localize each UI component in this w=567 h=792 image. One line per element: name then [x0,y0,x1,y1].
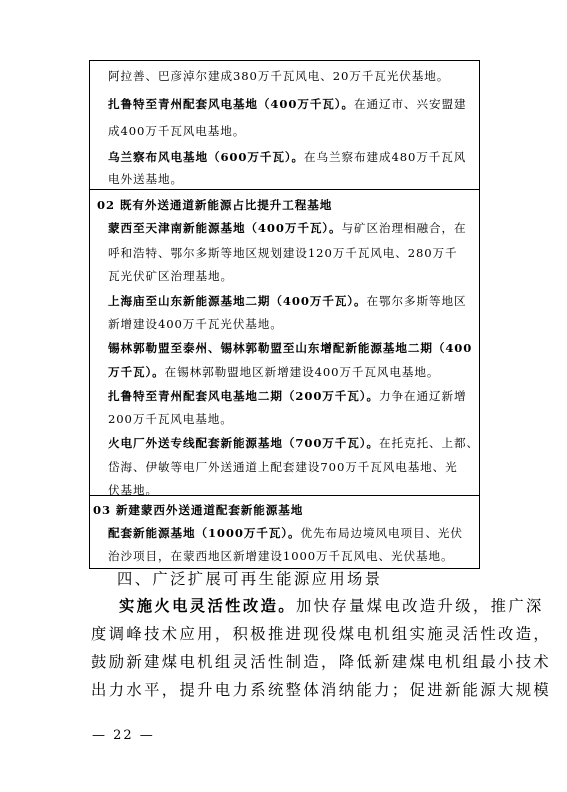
s2-bold-shanghaimiao: 上海庙至山东新能源基地二期（400万千瓦）。 [108,294,367,308]
para-line-4: 出力水平，提升电力系统整体消纳能力；促进新能源大规模 [91,681,552,699]
s1-line-5: 电外送基地。 [108,172,183,186]
s2-line-11: 岱海、伊敏等电厂外送通道上配套建设700万千瓦风电基地、光 [108,460,458,474]
section-title: 四、广泛扩展可再生能源应用场景 [117,570,383,588]
s2-line-7 [108,360,439,384]
s1-line-1: 阿拉善、巴彦淖尔建成380万千瓦风电、20万千瓦光伏基地。 [108,69,450,83]
s2-text-shanghaimiao: 在鄂尔多斯等地区 [366,294,467,308]
s2-bold-zalute2: 扎鲁特至青州配套风电基地二期（200万千瓦）。 [108,389,379,403]
s2-line-1 [108,216,466,240]
para-line-3: 鼓励新建煤电机组灵活性制造，降低新建煤电机组最小技术 [91,653,552,671]
para-line-1-text: 加快存量煤电改造升级，推广深 [295,597,544,615]
s1-bold-zalute: 扎鲁特至青州配套风电基地（400万千瓦）。 [108,97,354,111]
s2-line-6: 锡林郭勒盟至泰州、锡林郭勒盟至山东增配新能源基地二期（400 [108,341,473,355]
s2-line-10 [108,431,479,455]
s2-bold-huodian: 火电厂外送专线配套新能源基地（700万千瓦）。 [108,436,379,450]
s3-line-2: 治沙项目，在蒙西地区新增建设1000万千瓦风电、光伏基地。 [108,549,454,563]
s2-bold-mengxi: 蒙西至天津南新能源基地（400万千瓦）。 [108,221,342,235]
s3-text-peitao: 优先布局边境风电项目、光伏 [300,526,463,540]
para-line-1 [119,593,544,619]
s2-line-8 [108,384,466,408]
s2-line-2: 呼和浩特、鄂尔多斯等地区规划建设120万千瓦风电、280万千 [108,246,458,260]
s2-line-3: 瓦光伏矿区治理基地。 [108,269,233,283]
s1-text-zalute: 在通辽市、兴安盟建 [354,97,467,111]
para-line-2: 度调峰技术应用，积极推进现役煤电机组实施灵活性改造， [91,625,552,643]
s2-line-5: 新增建设400万千瓦光伏基地。 [108,317,283,331]
s2-line-4 [108,289,466,313]
s2-text-xilin: 在锡林郭勒盟地区新增建设400万千瓦风电基地。 [164,365,440,379]
s2-text-huodian: 在托克托、上都、 [378,436,479,450]
page-number: — 22 — [92,728,155,743]
s3-heading: 03 新建蒙西外送通道配套新能源基地 [93,503,304,517]
s2-line-9: 200万千瓦风电基地。 [108,412,233,426]
s3-line-1 [108,521,463,545]
s2-text-zalute2: 力争在通辽新增 [378,389,467,403]
s2-text-mengxi: 与矿区治理相融合，在 [341,221,467,235]
s1-bold-wulan: 乌兰察布风电基地（600万千瓦）。 [108,150,305,164]
s1-text-wulan: 在乌兰察布建成480万千瓦风 [304,150,467,164]
s2-bold-xilin-tail: 万千瓦）。 [108,365,165,379]
s1-line-4 [108,145,466,169]
s2-heading: 02 既有外送通道新能源占比提升工程基地 [97,198,333,212]
s1-line-2 [108,92,466,116]
s3-bold-peitao: 配套新能源基地（1000万千瓦）。 [108,526,301,540]
s1-line-3: 成400万千瓦风电基地。 [108,124,246,138]
s2-line-12: 伏基地。 [108,483,158,497]
para-lead: 实施火电灵活性改造。 [119,597,296,615]
